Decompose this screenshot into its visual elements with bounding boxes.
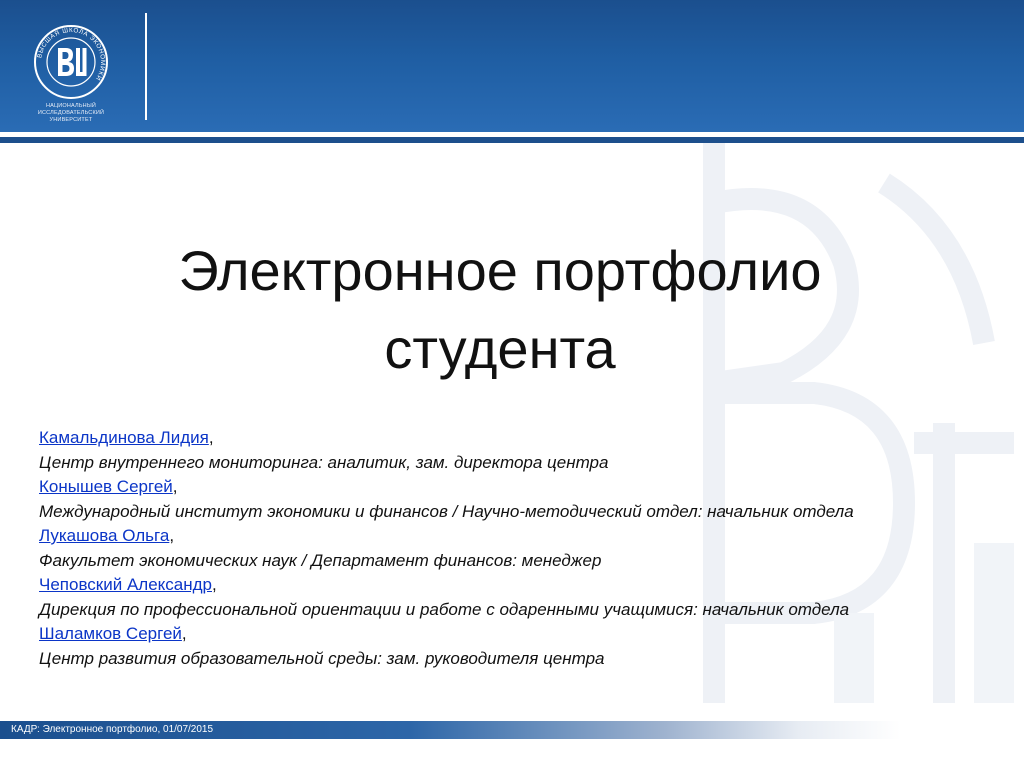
hse-university-seal-icon [33,24,109,100]
author-name-row [39,426,969,451]
author-name-row [39,524,969,549]
header-banner [0,0,1024,132]
authors-list [39,426,969,671]
author-link[interactable]: Конышев Сергей [39,477,173,496]
author-role: Международный институт экономики и финансов / Научно-методический отдел: начальник отдела [39,501,854,521]
author-separator: , [172,477,178,496]
university-caption [20,103,122,124]
author-name-row [39,475,969,500]
author-role: Центр внутреннего мониторинга: аналитик, зам. директора центра [39,452,609,472]
logo-divider [145,13,147,120]
author-link[interactable]: Чеповский Александр [39,575,212,594]
seal-text: ВЫСШАЯ ШКОЛА ЭКОНОМИКИ [36,26,107,82]
author-role: Центр развития образовательной среды: зам. руководителя центра [39,648,605,668]
author-role: Факультет экономических наук / Департамент финансов: менеджер [39,550,602,570]
title-line-1: Электронное портфолио [178,239,822,302]
caption-line-2: УНИВЕРСИТЕТ [49,117,93,123]
author-separator: , [181,624,187,643]
title-line-2: студента [384,317,616,380]
caption-line-1: НАЦИОНАЛЬНЫЙ ИССЛЕДОВАТЕЛЬСКИЙ [37,103,105,116]
author-name-row [39,573,969,598]
author-name-row [39,622,969,647]
author-link[interactable]: Шаламков Сергей [39,624,182,643]
footer-caption: КАДР: Электронное портфолио, 01/07/2015 [11,724,214,735]
author-separator: , [208,428,214,447]
author-role: Дирекция по профессиональной ориентации и работе с одаренными учащимися: начальник отдела [39,599,850,619]
page-title [60,232,940,388]
author-link[interactable]: Камальдинова Лидия [39,428,209,447]
author-separator: , [169,526,175,545]
author-separator: , [212,575,217,594]
author-link[interactable]: Лукашова Ольга [39,526,170,545]
